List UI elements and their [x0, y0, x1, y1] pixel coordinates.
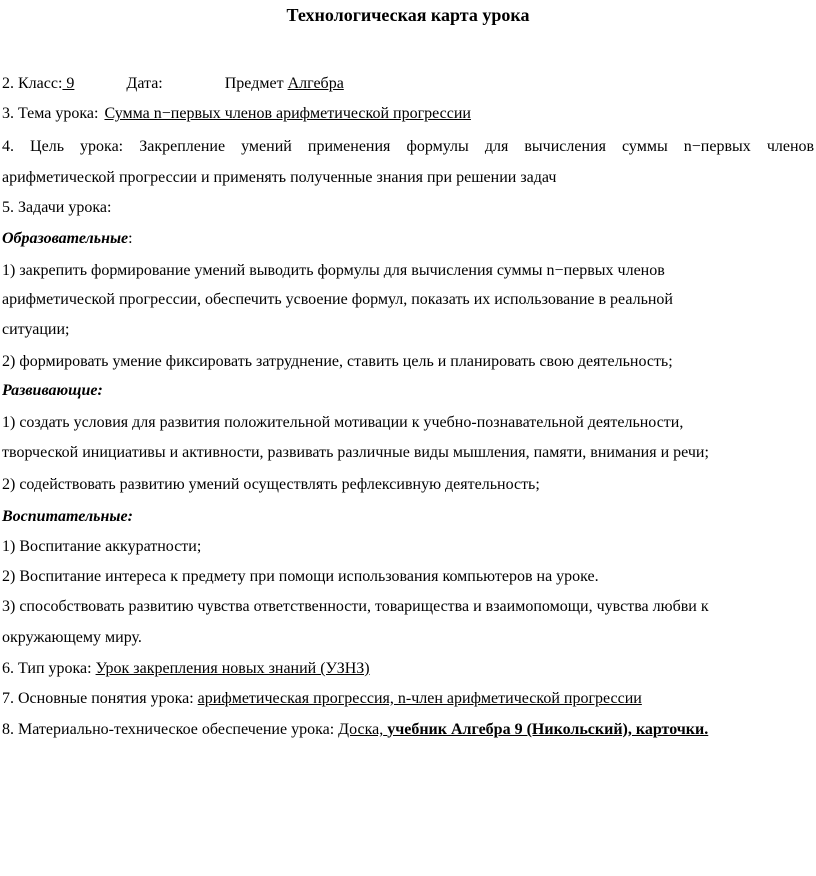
class-label: 2. Класс:	[2, 75, 63, 92]
lesson-goal-label: 4. Цель урока:	[2, 138, 124, 155]
educational-item-2: 2) формировать умение фиксировать затруднение, ставить цель и планировать свою деятельность;	[2, 353, 673, 370]
educational-item-1-line-3: ситуации;	[2, 321, 70, 338]
key-concepts-value: арифметическая прогрессия, n-член арифметической прогрессии	[197, 690, 642, 707]
subject-label: Предмет	[224, 75, 284, 92]
key-concepts-row	[2, 689, 642, 709]
educational-heading-row	[2, 229, 133, 249]
developing-item-2: 2) содействовать развитию умений осуществлять рефлексивную деятельность;	[2, 476, 540, 493]
educational-heading: Образовательные	[2, 230, 129, 247]
goal-word: применения	[307, 138, 391, 155]
date-label: Дата:	[126, 75, 163, 92]
educational-colon: :	[128, 230, 133, 247]
goal-word: членов	[766, 138, 815, 155]
lesson-type-row	[2, 659, 370, 679]
goal-word: суммы	[622, 138, 668, 155]
developing-item-1-line-1: 1) создать условия для развития положительной мотивации к учебно-познавательной деятельности,	[2, 414, 684, 431]
lesson-type-label: 6. Тип урока:	[2, 660, 92, 677]
educational-item-1-line-2: арифметической прогрессии, обеспечить усвоение формул, показать их использование в реальной	[2, 291, 673, 308]
subject-value: Алгебра	[287, 75, 344, 92]
equipment-label: 8. Материально-техническое обеспечение урока:	[2, 721, 335, 738]
goal-word: умений	[241, 138, 292, 155]
equipment-value-plain: Доска,	[338, 721, 384, 738]
class-value: 9	[62, 75, 75, 92]
developing-heading: Развивающие:	[2, 382, 103, 399]
goal-word: n−первых	[683, 138, 751, 155]
lesson-goal-line-2: арифметической прогрессии и применять полученные знания при решении задач	[2, 169, 557, 186]
goal-word: вычисления	[524, 138, 606, 155]
educational-item-1-line-1: 1) закрепить формирование умений выводить формулы для вычисления суммы n−первых членов	[2, 262, 665, 279]
developing-item-1-line-2: творческой инициативы и активности, развивать различные виды мышления, памяти, внимания и речи;	[2, 444, 709, 461]
lesson-topic-value: Сумма n−первых членов арифметической прогрессии	[104, 105, 471, 122]
class-date-subject-row	[2, 74, 344, 94]
lesson-tasks-label: 5. Задачи урока:	[2, 199, 112, 216]
upbringing-item-3-line-1: 3) способствовать развитию чувства ответственности, товарищества и взаимопомощи, чувства любви к	[2, 598, 709, 615]
upbringing-item-2: 2) Воспитание интереса к предмету при помощи использования компьютеров на уроке.	[2, 568, 599, 585]
lesson-goal-line-1	[2, 137, 814, 157]
lesson-topic-label: 3. Тема урока:	[2, 105, 99, 122]
key-concepts-label: 7. Основные понятия урока:	[2, 690, 194, 707]
upbringing-item-1: 1) Воспитание аккуратности;	[2, 538, 202, 555]
upbringing-item-3-line-2: окружающему миру.	[2, 629, 142, 646]
lesson-topic-row	[2, 104, 471, 124]
page-title: Технологическая карта урока	[286, 5, 530, 25]
equipment-value-bold: учебник Алгебра 9 (Никольский), карточки.	[387, 721, 709, 738]
lesson-type-value: Урок закрепления новых знаний (УЗНЗ)	[95, 660, 370, 677]
goal-word: формулы	[406, 138, 469, 155]
equipment-row	[2, 720, 708, 740]
upbringing-heading: Воспитательные:	[2, 508, 133, 525]
goal-word: для	[484, 138, 509, 155]
goal-word: Закрепление	[139, 138, 226, 155]
